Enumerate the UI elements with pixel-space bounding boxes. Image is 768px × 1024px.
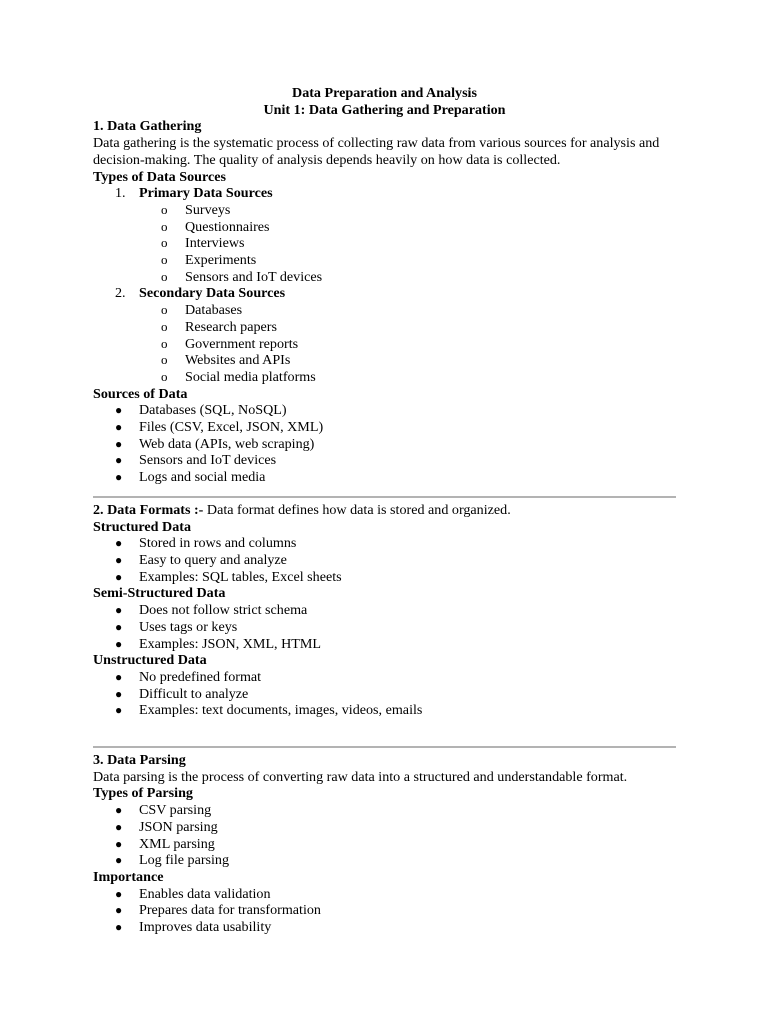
primary-sources-label: Primary Data Sources [139, 185, 273, 202]
secondary-sources-label: Secondary Data Sources [139, 285, 286, 302]
bullet-icon: ● [115, 920, 123, 935]
bullet-icon: ● [115, 853, 123, 868]
list-item: ● Examples: SQL tables, Excel sheets [115, 568, 342, 585]
section-divider [93, 746, 676, 748]
list-item: o Government reports [161, 335, 299, 352]
list-item: o Sensors and IoT devices [161, 268, 323, 285]
list-item: ● Enables data validation [115, 885, 271, 902]
list-item: o Websites and APIs [161, 352, 291, 369]
section-2-heading-line [93, 502, 676, 519]
list-item: ● Easy to query and analyze [115, 551, 287, 568]
primary-sources-list [93, 202, 676, 286]
list-item: ● Examples: JSON, XML, HTML [115, 635, 322, 652]
bullet-icon: ● [115, 552, 123, 567]
secondary-sources-number: 2. [115, 285, 126, 302]
bullet-icon: ● [115, 603, 123, 618]
list-item: ● CSV parsing [115, 802, 212, 819]
bullet-icon: ● [115, 819, 123, 834]
list-item: ● Difficult to analyze [115, 685, 249, 702]
types-of-parsing-list [93, 802, 676, 869]
circle-bullet-icon: o [161, 368, 168, 384]
secondary-sources-list [93, 302, 676, 386]
list-item: ● Improves data usability [115, 919, 272, 936]
list-item: o Questionnaires [161, 218, 270, 235]
list-item: o Social media platforms [161, 368, 316, 385]
structured-data-heading: Structured Data [93, 518, 191, 535]
section-1-heading: 1. Data Gathering [93, 118, 202, 135]
unstructured-data-heading: Unstructured Data [93, 652, 207, 669]
semi-structured-data-list [93, 602, 676, 652]
list-item: ● No predefined format [115, 668, 262, 685]
sources-of-data-heading: Sources of Data [93, 385, 188, 402]
list-item: ● Uses tags or keys [115, 618, 238, 635]
circle-bullet-icon: o [161, 252, 168, 268]
circle-bullet-icon: o [161, 268, 168, 284]
list-item: ● Files (CSV, Excel, JSON, XML) [115, 419, 324, 436]
section-1-intro: Data gathering is the systematic process of collecting raw data from various sources for analysis and decision-making. The quality of analysis depends heavily on how data is collected. [93, 135, 660, 168]
bullet-icon: ● [115, 803, 123, 818]
bullet-icon: ● [115, 619, 123, 634]
primary-sources-item [93, 185, 676, 202]
bullet-icon: ● [115, 703, 123, 718]
bullet-icon: ● [115, 536, 123, 551]
document-subtitle: Unit 1: Data Gathering and Preparation [263, 101, 506, 118]
section-3-heading: 3. Data Parsing [93, 752, 186, 769]
bullet-icon: ● [115, 403, 123, 418]
bullet-icon: ● [115, 569, 123, 584]
list-item: o Interviews [161, 235, 245, 252]
list-item: ● Stored in rows and columns [115, 535, 297, 552]
document-title: Data Preparation and Analysis [292, 85, 477, 101]
bullet-icon: ● [115, 636, 123, 651]
list-item: o Research papers [161, 318, 277, 335]
bullet-icon: ● [115, 470, 123, 485]
bullet-icon: ● [115, 903, 123, 918]
list-item: ● Log file parsing [115, 852, 230, 869]
list-item: ● Logs and social media [115, 469, 266, 486]
list-item: ● Sensors and IoT devices [115, 452, 277, 469]
list-item: o Experiments [161, 252, 257, 269]
importance-heading: Importance [93, 868, 164, 885]
semi-structured-data-heading: Semi-Structured Data [93, 585, 226, 602]
structured-data-list [93, 535, 676, 585]
list-item: ● Examples: text documents, images, videos, emails [115, 702, 423, 719]
circle-bullet-icon: o [161, 335, 168, 351]
list-item: o Databases [161, 302, 243, 319]
list-item: ● Databases (SQL, NoSQL) [115, 402, 287, 419]
types-of-parsing-heading: Types of Parsing [93, 785, 193, 802]
section-divider [93, 496, 676, 498]
bullet-icon: ● [115, 420, 123, 435]
bullet-icon: ● [115, 436, 123, 451]
circle-bullet-icon: o [161, 201, 168, 217]
secondary-sources-item [93, 285, 676, 302]
bullet-icon: ● [115, 669, 123, 684]
bullet-icon: ● [115, 836, 123, 851]
list-item: ● Web data (APIs, web scraping) [115, 435, 315, 452]
list-item: ● XML parsing [115, 835, 215, 852]
circle-bullet-icon: o [161, 235, 168, 251]
circle-bullet-icon: o [161, 302, 168, 318]
document-page [93, 85, 676, 936]
bullet-icon: ● [115, 886, 123, 901]
list-item: ● Does not follow strict schema [115, 602, 308, 619]
circle-bullet-icon: o [161, 318, 168, 334]
primary-sources-number: 1. [115, 185, 126, 202]
circle-bullet-icon: o [161, 218, 168, 234]
section-3-intro: Data parsing is the process of converting raw data into a structured and understandable format. [93, 768, 628, 785]
unstructured-data-list [93, 669, 676, 719]
bullet-icon: ● [115, 686, 123, 701]
list-item: o Surveys [161, 201, 231, 218]
section-2-heading: 2. Data Formats :- [93, 501, 204, 518]
types-of-data-sources-heading: Types of Data Sources [93, 168, 226, 185]
list-item: ● JSON parsing [115, 818, 218, 835]
sources-of-data-list [93, 402, 676, 486]
section-2-description: Data format defines how data is stored and organized. [203, 501, 511, 518]
circle-bullet-icon: o [161, 352, 168, 368]
bullet-icon: ● [115, 453, 123, 468]
importance-list [93, 886, 676, 936]
list-item: ● Prepares data for transformation [115, 902, 321, 919]
